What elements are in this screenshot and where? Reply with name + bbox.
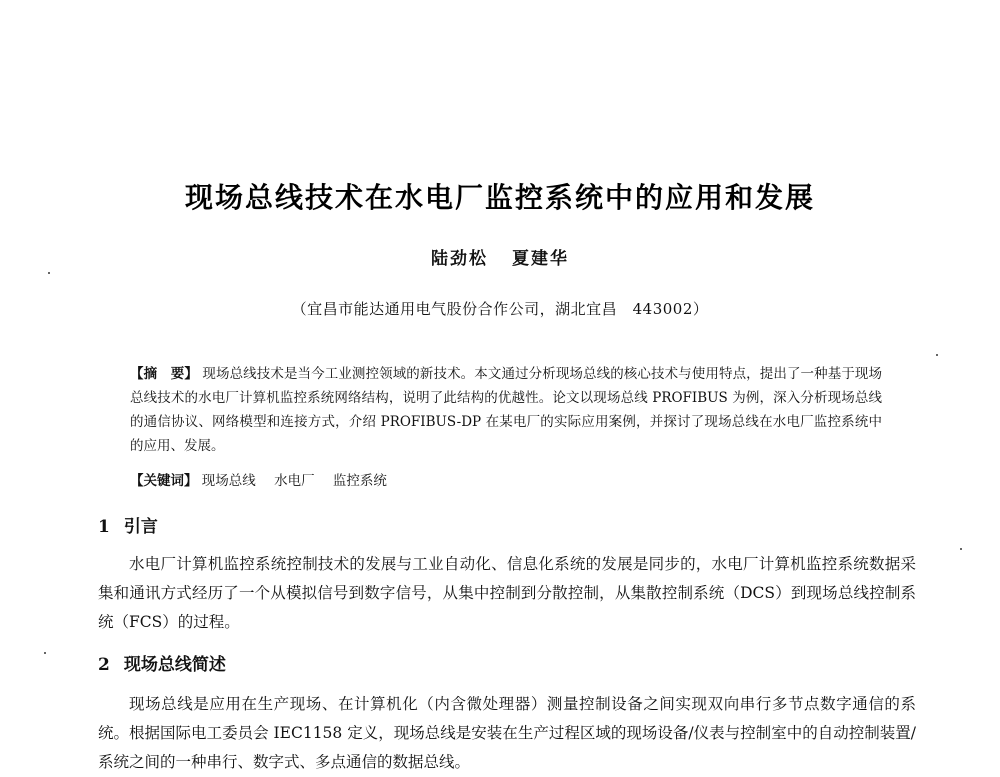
scan-speck: [960, 548, 962, 550]
author-name: 夏建华: [511, 249, 569, 269]
author-name: 陆劲松: [431, 249, 489, 269]
section-number: 1: [98, 517, 110, 537]
section-title: 现场总线简述: [123, 655, 226, 675]
section-paragraph: 水电厂计算机监控系统控制技术的发展与工业自动化、信息化系统的发展是同步的，水电厂计算机监控系统数据采集和通讯方式经历了一个从模拟信号到数字信号，从集中控制到分散控制，从集散控制系统（DCS）到现场总线控制系统（FCS）的过程。: [98, 555, 916, 631]
scan-speck: [44, 652, 46, 654]
paper-title: 现场总线技术在水电厂监控系统中的应用和发展: [184, 181, 815, 214]
section-number: 2: [98, 655, 110, 675]
section-heading: [98, 512, 158, 537]
keywords: [130, 469, 882, 493]
abstract: [130, 362, 882, 458]
affiliation: （宜昌市能达通用电气股份合作公司，湖北宜昌 443002）: [291, 300, 709, 318]
abstract-label: 【摘 要】: [130, 366, 198, 382]
keyword: 监控系统: [332, 473, 387, 489]
abstract-text: 现场总线技术是当今工业测控领域的新技术。本文通过分析现场总线的核心技术与使用特点，提出了一种基于现场总线技术的水电厂计算机监控系统网络结构，说明了此结构的优越性。论文以现场总线 PROFIBUS 为例，深入分析现场总线的通信协议、网络模型和连接方式，介绍 PROFIBUS-DP 在某电厂的实际应用案例，并探讨了现场总线在水电厂监控系统中的应用、发展。: [130, 366, 883, 454]
scan-speck: [936, 354, 938, 356]
keywords-label: 【关键词】: [130, 473, 198, 489]
scan-speck: [48, 272, 50, 274]
author-list: [0, 244, 1000, 269]
keyword: 水电厂: [274, 473, 315, 489]
keyword: 现场总线: [201, 473, 256, 489]
section-heading: [98, 650, 226, 675]
section-title: 引言: [123, 517, 158, 537]
section-paragraph: 现场总线是应用在生产现场、在计算机化（内含微处理器）测量控制设备之间实现双向串行多节点数字通信的系统。根据国际电工委员会 IEC1158 定义，现场总线是安装在生产过程区域的现场设备/仪表与控制室中的自动控制装置/系统之间的一种串行、数字式、多点通信的数据总线。: [98, 695, 916, 771]
